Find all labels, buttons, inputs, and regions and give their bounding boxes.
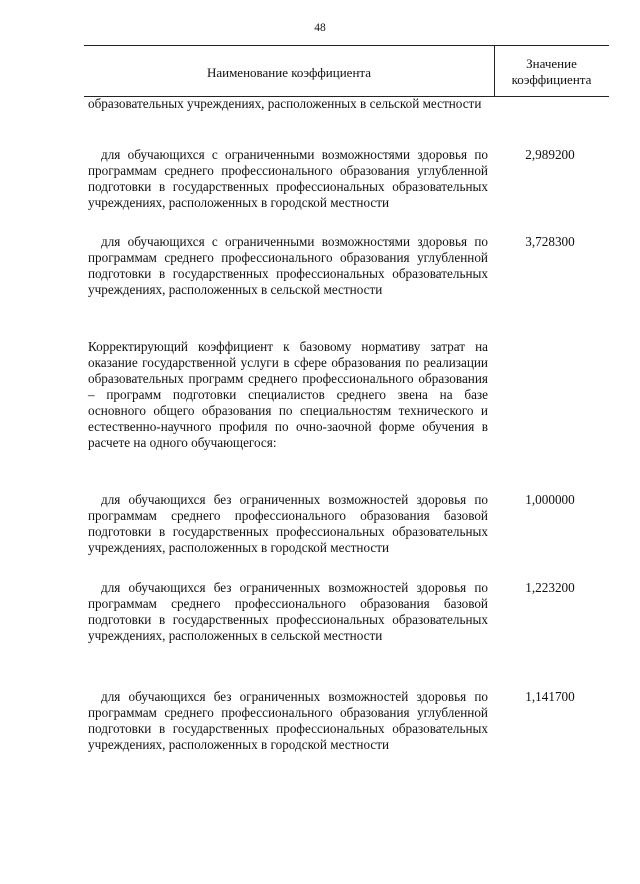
header-value-label: Значение коэффициента [511,56,592,87]
page-number: 48 [314,22,326,34]
row-text: для обучающихся без ограниченных возможностей здоровья по программам среднего профессионального образования углубленной подготовки в государственных профессиональных образовательных учреждениях, расположенных в городской местности [88,689,488,752]
row-value: 3,728300 [525,234,575,249]
row-text: для обучающихся без ограниченных возможностей здоровья по программам среднего профессионального образования базовой подготовки в государственных профессиональных образовательных учреждениях, расположенных в городской местности [88,492,488,555]
row-value: 2,989200 [525,147,575,162]
row-value: 1,000000 [525,492,575,507]
table-header [84,45,609,97]
section-heading-text: Корректирующий коэффициент к базовому нормативу затрат на оказание государственной услуги в сфере образования по реализации образовательных программ среднего профессионального образования – программ подготовки специалистов среднего звена на базе основного общего образования по специальностям технического и естественно-научного профиля по очно-заочной форме обучения в расчете на одного обучающегося: [88,339,488,450]
header-name-label: Наименование коэффициента [206,65,372,80]
row-text: для обучающихся с ограниченными возможностями здоровья по программам среднего профессионального образования углубленной подготовки в государственных профессиональных образовательных учреждениях, расположенных в городской местности [88,147,488,210]
row-value: 1,223200 [525,580,575,595]
row-value: 1,141700 [525,689,575,704]
row-text: для обучающихся с ограниченными возможностями здоровья по программам среднего профессионального образования углубленной подготовки в государственных профессиональных образовательных учреждениях, расположенных в сельской местности [88,234,488,297]
row-continuation-text: образовательных учреждениях, расположенных в сельской местности [88,96,482,111]
header-value-column [494,46,609,96]
header-name-column [84,46,495,96]
row-text: для обучающихся без ограниченных возможностей здоровья по программам среднего профессионального образования базовой подготовки в государственных профессиональных образовательных учреждениях, расположенных в сельской местности [88,580,488,643]
